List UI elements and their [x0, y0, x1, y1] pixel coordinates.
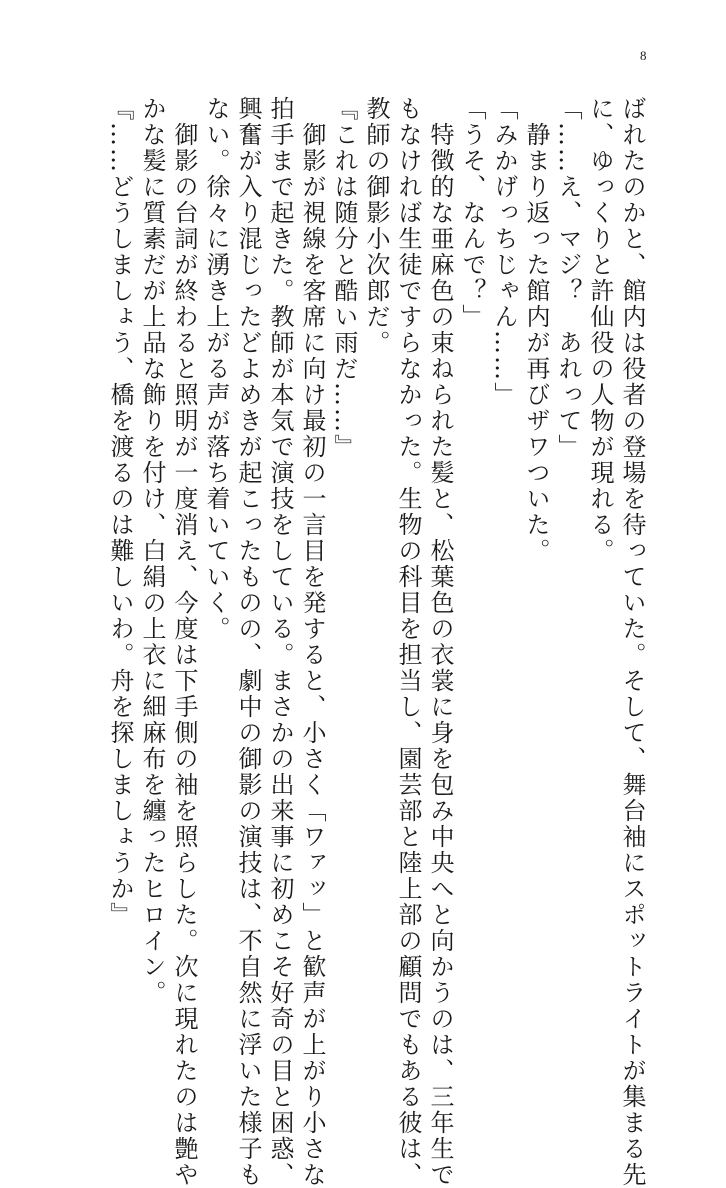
text-line: 御影が視線を客席に向け最初の一言目を発すると、小さく「ワァッ」と歓声が上がり小さな — [298, 96, 326, 1188]
text-line: 『これは随分と酷い雨だ……』 — [330, 96, 358, 460]
text-line: 御影の台詞が終わると照明が一度消え、今度は下手側の袖を照らした。次に現れたのは艶や — [170, 96, 198, 1188]
text-line: に、ゆっくりと許仙役の人物が現れる。 — [586, 96, 614, 564]
text-line: かな髪に質素だが上品な飾りを付け、白絹の上衣に細麻布を纏ったヒロイン。 — [138, 96, 166, 1006]
text-line: もなければ生徒ですらなかった。生物の科目を担当し、園芸部と陸上部の顧問でもある彼は、 — [394, 96, 422, 1188]
text-line: 興奮が入り混じったどよめきが起こったものの、劇中の御影の演技は、不自然に浮いた様子も — [234, 96, 262, 1188]
text-line: ばれたのかと、館内は役者の登場を待っていた。そして、舞台袖にスポットライトが集まる先 — [618, 96, 646, 1188]
text-line: 教師の御影小次郎だ。 — [362, 96, 390, 356]
body-text — [106, 96, 648, 1188]
page-number: 8 — [640, 48, 647, 63]
text-line: 「みかげっちじゃん……」 — [490, 96, 518, 408]
text-line: 静まり返った館内が再びザワついた。 — [522, 96, 550, 564]
text-line: 「……え、マジ？ あれって」 — [554, 96, 582, 460]
text-line: 特徴的な亜麻色の束ねられた髪と、松葉色の衣裳に身を包み中央へと向かうのは、三年生で — [426, 96, 454, 1188]
text-line: ない。徐々に湧き上がる声が落ち着いていく。 — [202, 96, 230, 642]
text-line: 拍手まで起きた。教師が本気で演技をしている。まさかの出来事に初めこそ好奇の目と困惑、 — [266, 96, 294, 1188]
text-line: 「うそ、なんで？」 — [458, 96, 486, 330]
text-line: 『……どうしましょう、橋を渡るのは難しいわ。舟を探しましょうか』 — [106, 96, 134, 928]
